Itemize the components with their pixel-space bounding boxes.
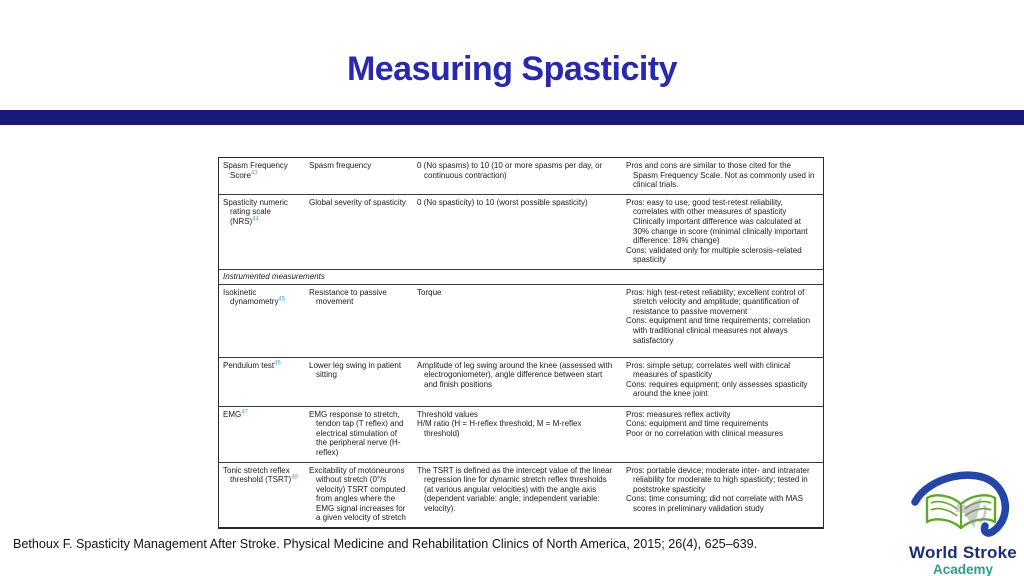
table-row [219,194,823,269]
logo-wordmark-academy: Academy [932,562,994,576]
table-row [219,158,823,194]
table-row [219,284,823,357]
cell-what-it-measures [305,285,413,357]
cell-paragraph: Pros: portable device; moderate inter- and intrarater reliability for moderate to high spasticity; tested in poststroke spasticity [626,465,810,494]
cell-paragraph: EMG response to stretch, tendon tap (T reflex) and electrical stimulation of the peripheral nerve (H-reflex) [309,409,404,457]
cell-paragraph: Cons: equipment and time requirements [626,419,769,429]
reference-superscript: 47 [241,408,248,415]
world-stroke-academy-logo [903,466,1023,576]
cell-measure-name [219,463,305,528]
reference-superscript: 46 [274,359,281,366]
divider-bar [0,110,1024,125]
cell-paragraph: Pros: simple setup; correlates well with clinical measures of spasticity [626,360,791,380]
cell-paragraph: Poor or no correlation with clinical measures [626,428,783,438]
table-section-header: Instrumented measurements [219,269,823,284]
measure-name: Spasticity numeric rating scale (NRS)$^{44}$ [223,197,288,226]
measure-name: EMG$^{47}$ [223,408,248,419]
reference-superscript: 48 [291,474,298,481]
cell-measure-name [219,158,305,194]
cell-paragraph: Amplitude of leg swing around the knee (assessed with electrogoniometer), angle difference between start and finish positions [417,360,613,389]
cell-scoring [413,407,622,462]
cell-paragraph: Cons: validated only for multiple sclerosis–related spasticity [626,245,802,265]
page-title: Measuring Spasticity [346,50,678,88]
cell-paragraph: Pros: easy to use, good test-retest reliability, correlates with other measures of spasticity Clinically important difference was calculated at 30% change in score (minimal clinically important difference: 18% change) [626,197,808,246]
measures-table [218,157,824,529]
cell-paragraph: 0 (No spasticity) to 10 (worst possible spasticity) [417,197,588,207]
cell-paragraph: Excitability of motoneurons without stretch (0°/s velocity) TSRT computed from angles where the EMG signal increases for a given velocity of stretch [309,465,406,523]
logo-graphic [903,466,1023,542]
cell-measure-name [219,358,305,406]
cell-pros-cons [622,358,823,406]
cell-scoring [413,158,622,194]
cell-measure-name [219,195,305,269]
cell-paragraph: Torque [417,287,442,297]
cell-paragraph: Cons: requires equipment; only assesses spasticity around the knee joint [626,379,808,399]
cell-what-it-measures [305,407,413,462]
cell-paragraph: Cons: equipment and time requirements; correlation with traditional clinical measures not always satisfactory [626,316,811,345]
cell-what-it-measures [305,195,413,269]
table-row [219,357,823,406]
measure-name: Spasm Frequency Score$^{43}$ [223,161,288,180]
citation-text: Bethoux F. Spasticity Management After Stroke. Physical Medicine and Rehabilitation Clinics of North America, 2015; 26(4), 625–639. [13,537,758,551]
measure-name: Isokinetic dynamometry$^{45}$ [223,287,286,307]
cell-scoring [413,358,622,406]
cell-what-it-measures [305,158,413,194]
cell-pros-cons [622,285,823,357]
cell-paragraph: The TSRT is defined as the intercept value of the linear regression line for dynamic stretch reflex thresholds (at various angular velocities) with the angle axis (dependent variable: angle; independent variable: velocity). [417,465,613,513]
measure-name: Pendulum test$^{46}$ [223,359,281,370]
cell-scoring [413,463,622,528]
cell-paragraph: Resistance to passive movement [309,287,387,307]
cell-pros-cons [622,195,823,269]
cell-paragraph: 0 (No spasms) to 10 (10 or more spasms per day, or continuous contraction) [417,161,603,180]
table-row [219,462,823,528]
cell-pros-cons [622,463,823,528]
cell-what-it-measures [305,463,413,528]
cell-what-it-measures [305,358,413,406]
cell-pros-cons [622,158,823,194]
reference-superscript: 45 [278,296,286,303]
cell-scoring [413,195,622,269]
cell-measure-name [219,285,305,357]
logo-wordmark-world-stroke: World Stroke [909,543,1017,562]
cell-paragraph: H/M ratio (H = H-reflex threshold, M = M-reflex threshold) [417,419,582,438]
reference-superscript: 43 [250,169,258,176]
table-row [219,406,823,462]
cell-paragraph: Global severity of spasticity [309,197,406,207]
cell-paragraph: Pros: measures reflex activity [626,409,731,419]
cell-paragraph: Spasm frequency [309,161,372,170]
cell-measure-name [219,407,305,462]
cell-paragraph: Lower leg swing in patient sitting [309,360,402,380]
measure-name: Tonic stretch reflex threshold (TSRT)$^{48}$ [223,465,298,485]
cell-paragraph: Pros and cons are similar to those cited for the Spasm Frequency Scale. Not as commonly used in clinical trials. [626,161,815,190]
cell-pros-cons [622,407,823,462]
reference-superscript: 44 [252,216,259,223]
cell-paragraph: Cons: time consuming; did not correlate with MAS scores in preliminary validation study [626,494,803,513]
cell-paragraph: Threshold values [417,409,478,419]
cell-paragraph: Pros: high test-retest reliability; excellent control of stretch velocity and amplitude; quantification of resistance to passive movement [626,287,805,316]
cell-scoring [413,285,622,357]
